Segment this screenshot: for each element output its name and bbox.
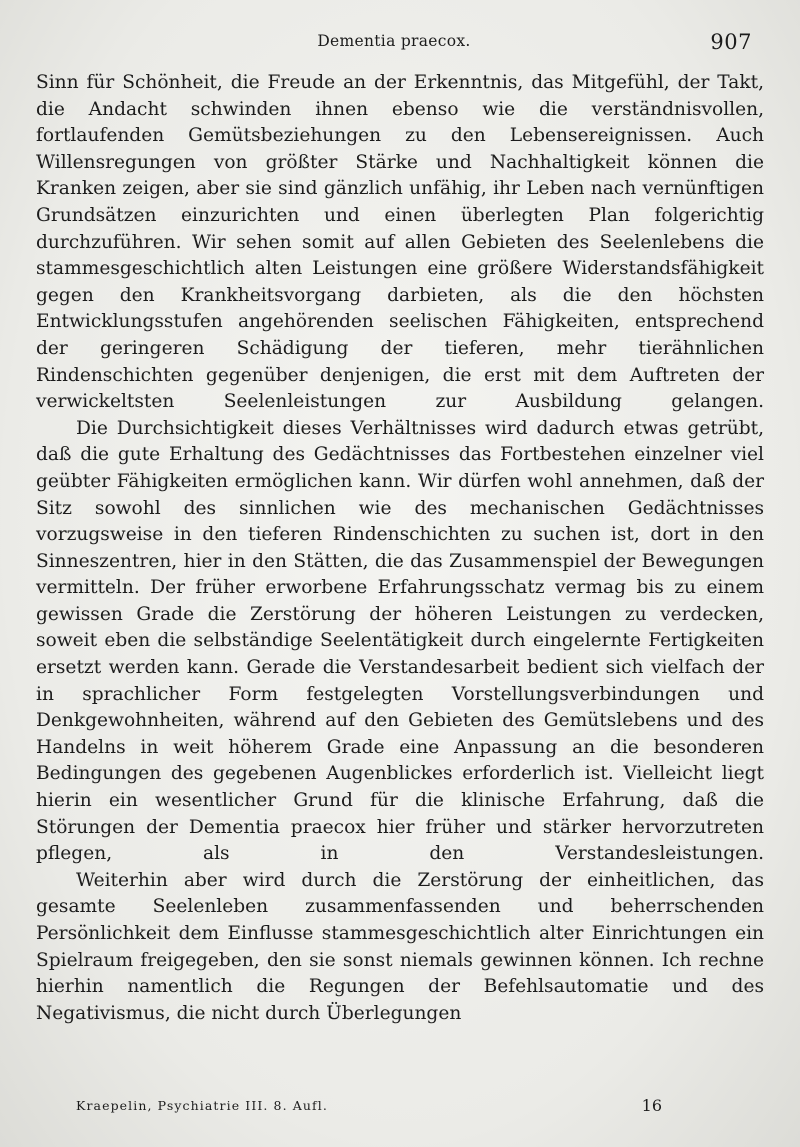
paragraph-3: Weiterhin aber wird durch die Zerstörung der einheitlichen, das gesamte Seelenleben zusammenfassenden und beherrschenden Persönlichkeit dem Einflusse stammesgeschichtlich alter Einrichtungen ein Spielraum freigegeben, den sie sonst niemals gewinnen können. Ich rechne hierhin namentlich die Regungen der Befehlsautomatie und des Negativismus, die nicht durch Überlegungen — [36, 869, 764, 1024]
signature-mark: 16 — [641, 1096, 662, 1115]
body-text — [36, 70, 764, 1027]
footer-citation: Kraepelin, Psychiatrie III. 8. Aufl. — [76, 1098, 328, 1113]
paragraph-1: Sinn für Schönheit, die Freude an der Erkenntnis, das Mitgefühl, der Takt, die Andacht schwinden ihnen ebenso wie die verständnisvollen, fortlaufenden Gemütsbeziehungen zu den Lebensereignissen. Auch Willensregungen von größter Stärke und Nachhaltigkeit können die Kranken zeigen, aber sie sind gänzlich unfähig, ihr Leben nach vernünftigen Grundsätzen einzurichten und einen überlegten Plan folgerichtig durchzuführen. Wir sehen somit auf allen Gebieten des Seelenlebens die stammesgeschichtlich alten Leistungen eine größere Widerstandsfähigkeit gegen den Krankheitsvorgang darbieten, als die den höchsten Entwicklungsstufen angehörenden seelischen Fähigkeiten, entsprechend der geringeren Schädigung der tieferen, mehr tierähnlichen Rindenschichten gegenüber denjenigen, die erst mit dem Auftreten der verwickeltsten Seelenleistungen zur Ausbildung gelangen. — [36, 72, 764, 413]
paragraph-2: Die Durchsichtigkeit dieses Verhältnisses wird dadurch etwas getrübt, daß die gute Erhaltung des Gedächtnisses das Fortbestehen einzelner viel geübter Fähigkeiten ermöglichen kann. Wir dürfen wohl annehmen, daß der Sitz sowohl des sinnlichen wie des mechanischen Gedächtnisses vorzugsweise in den tieferen Rindenschichten zu suchen ist, dort in den Sinneszentren, hier in den Stätten, die das Zusammenspiel der Bewegungen vermitteln. Der früher erworbene Erfahrungsschatz vermag bis zu einem gewissen Grade die Zerstörung der höheren Leistungen zu verdecken, soweit eben die selbständige Seelentätigkeit durch eingelernte Fertigkeiten ersetzt werden kann. Gerade die Verstandesarbeit bedient sich vielfach der in sprachlicher Form festgelegten Vorstellungsverbindungen und Denkgewohnheiten, während auf den Gebieten des Gemütslebens und des Handelns in weit höherem Grade eine Anpassung an die besonderen Bedingungen des gegebenen Augenblickes erforderlich ist. Vielleicht liegt hierin ein wesentlicher Grund für die klinische Erfahrung, daß die Störungen der Dementia praecox hier früher und stärker hervorzutreten pflegen, als in den Verstandesleistungen. — [36, 417, 764, 865]
running-title: Dementia praecox. — [317, 32, 471, 50]
page-footer — [76, 1096, 662, 1116]
running-head — [36, 30, 752, 60]
page-number: 907 — [710, 30, 752, 54]
